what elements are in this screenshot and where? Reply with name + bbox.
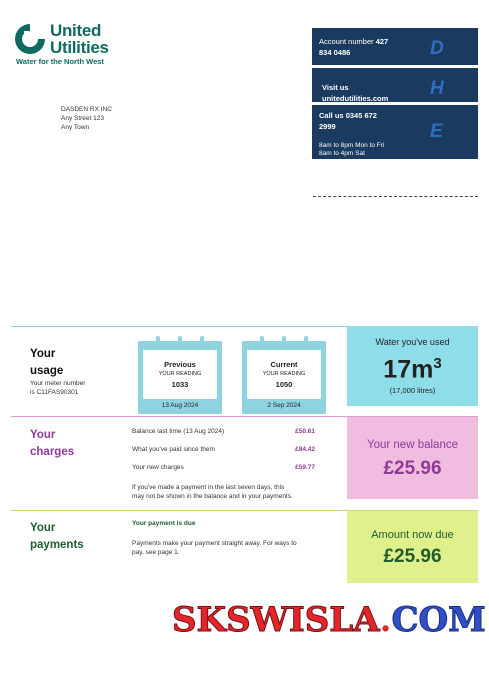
charges-title: Your charges [30, 429, 75, 458]
new-balance-box [347, 417, 478, 499]
charges-row-label: Balance last time (13 Aug 2024) [132, 428, 225, 435]
previous-reading-calendar [138, 341, 222, 414]
panel-letter-e: E [430, 121, 443, 142]
logo-name [50, 22, 109, 56]
charges-row-amount: £59.77 [295, 464, 315, 471]
current-date: 2 Sep 2024 [267, 402, 301, 409]
new-balance-value: £25.96 [383, 458, 442, 479]
address-line2: Any Street 123 [61, 115, 104, 122]
previous-sub: YOUR READING [158, 371, 202, 377]
address-line3: Any Town [61, 124, 90, 131]
water-used-litres: (17,000 litres) [389, 386, 436, 396]
customer-address [61, 105, 112, 132]
previous-value: 1033 [171, 380, 189, 389]
water-used-unit-sup: 3 [433, 355, 442, 372]
phone-part1: 0345 672 [345, 111, 377, 120]
united-utilities-logo-icon [12, 22, 48, 54]
visit-label: Visit us [322, 83, 349, 92]
panel-letter-d: D [430, 38, 444, 59]
current-heading: Current [270, 360, 298, 369]
current-sub: YOUR READING [262, 371, 306, 377]
charges-row-label: What you've paid since them [132, 446, 215, 453]
current-reading-calendar [242, 341, 326, 414]
previous-heading: Previous [164, 360, 196, 369]
watermark-part2: COM [391, 600, 486, 640]
logo-name-line1: United [50, 21, 102, 40]
logo-name-line2: Utilities [50, 38, 109, 57]
payments-title: Your payments [30, 522, 84, 551]
usage-title: Your usage [30, 348, 64, 377]
previous-date: 13 Aug 2024 [161, 402, 199, 409]
charges-row-label: Your new charges [132, 464, 184, 471]
water-used-box [347, 326, 478, 406]
address-line1: DASDEN RX INC [61, 106, 112, 113]
call-label: Call us [319, 111, 344, 120]
charges-note: If you've made a payment in the last seven days, this may not be shown in the balance and in your payments. [132, 484, 293, 500]
meter-value: is C11FAS90301 [30, 388, 79, 396]
amount-due-value: £25.96 [383, 546, 442, 567]
account-label: Account number [319, 37, 374, 46]
hours-weekday: 8am to 8pm Mon to Fri [319, 142, 385, 149]
payments-text: Payments make your payment straight away. For ways to pay, see page 1. [132, 540, 297, 556]
website-panel [312, 68, 478, 102]
phone-part2: 2999 [319, 122, 336, 131]
payment-due-label: Your payment is due [132, 520, 196, 527]
water-used-value: 17m [383, 355, 434, 384]
account-number-part1: 427 [375, 37, 389, 46]
website-link[interactable]: unitedutilities.com [322, 94, 389, 103]
amount-due-title: Amount now due [371, 529, 454, 541]
hours-saturday: 8am to 4pm Sat [319, 150, 365, 157]
panel-letter-h: H [430, 78, 444, 99]
water-used-title: Water you've used [375, 337, 450, 347]
account-number-panel [312, 28, 478, 65]
new-balance-title: Your new balance [366, 439, 458, 451]
current-value: 1050 [275, 380, 293, 389]
watermark-logo [172, 600, 486, 640]
account-number-part2: 834 0486 [319, 48, 351, 57]
meter-label: Your meter number [30, 380, 86, 387]
phone-panel [312, 105, 478, 159]
charges-row-amount: £84.42 [295, 446, 315, 453]
watermark-part1: SKSWISLA [172, 600, 380, 640]
amount-due-box [347, 511, 478, 583]
charges-row-amount: £50.61 [295, 428, 315, 435]
logo-tagline: Water for the North West [16, 57, 104, 66]
dashed-divider [313, 196, 478, 197]
watermark-dot: . [379, 600, 392, 640]
meter-number [30, 380, 85, 397]
